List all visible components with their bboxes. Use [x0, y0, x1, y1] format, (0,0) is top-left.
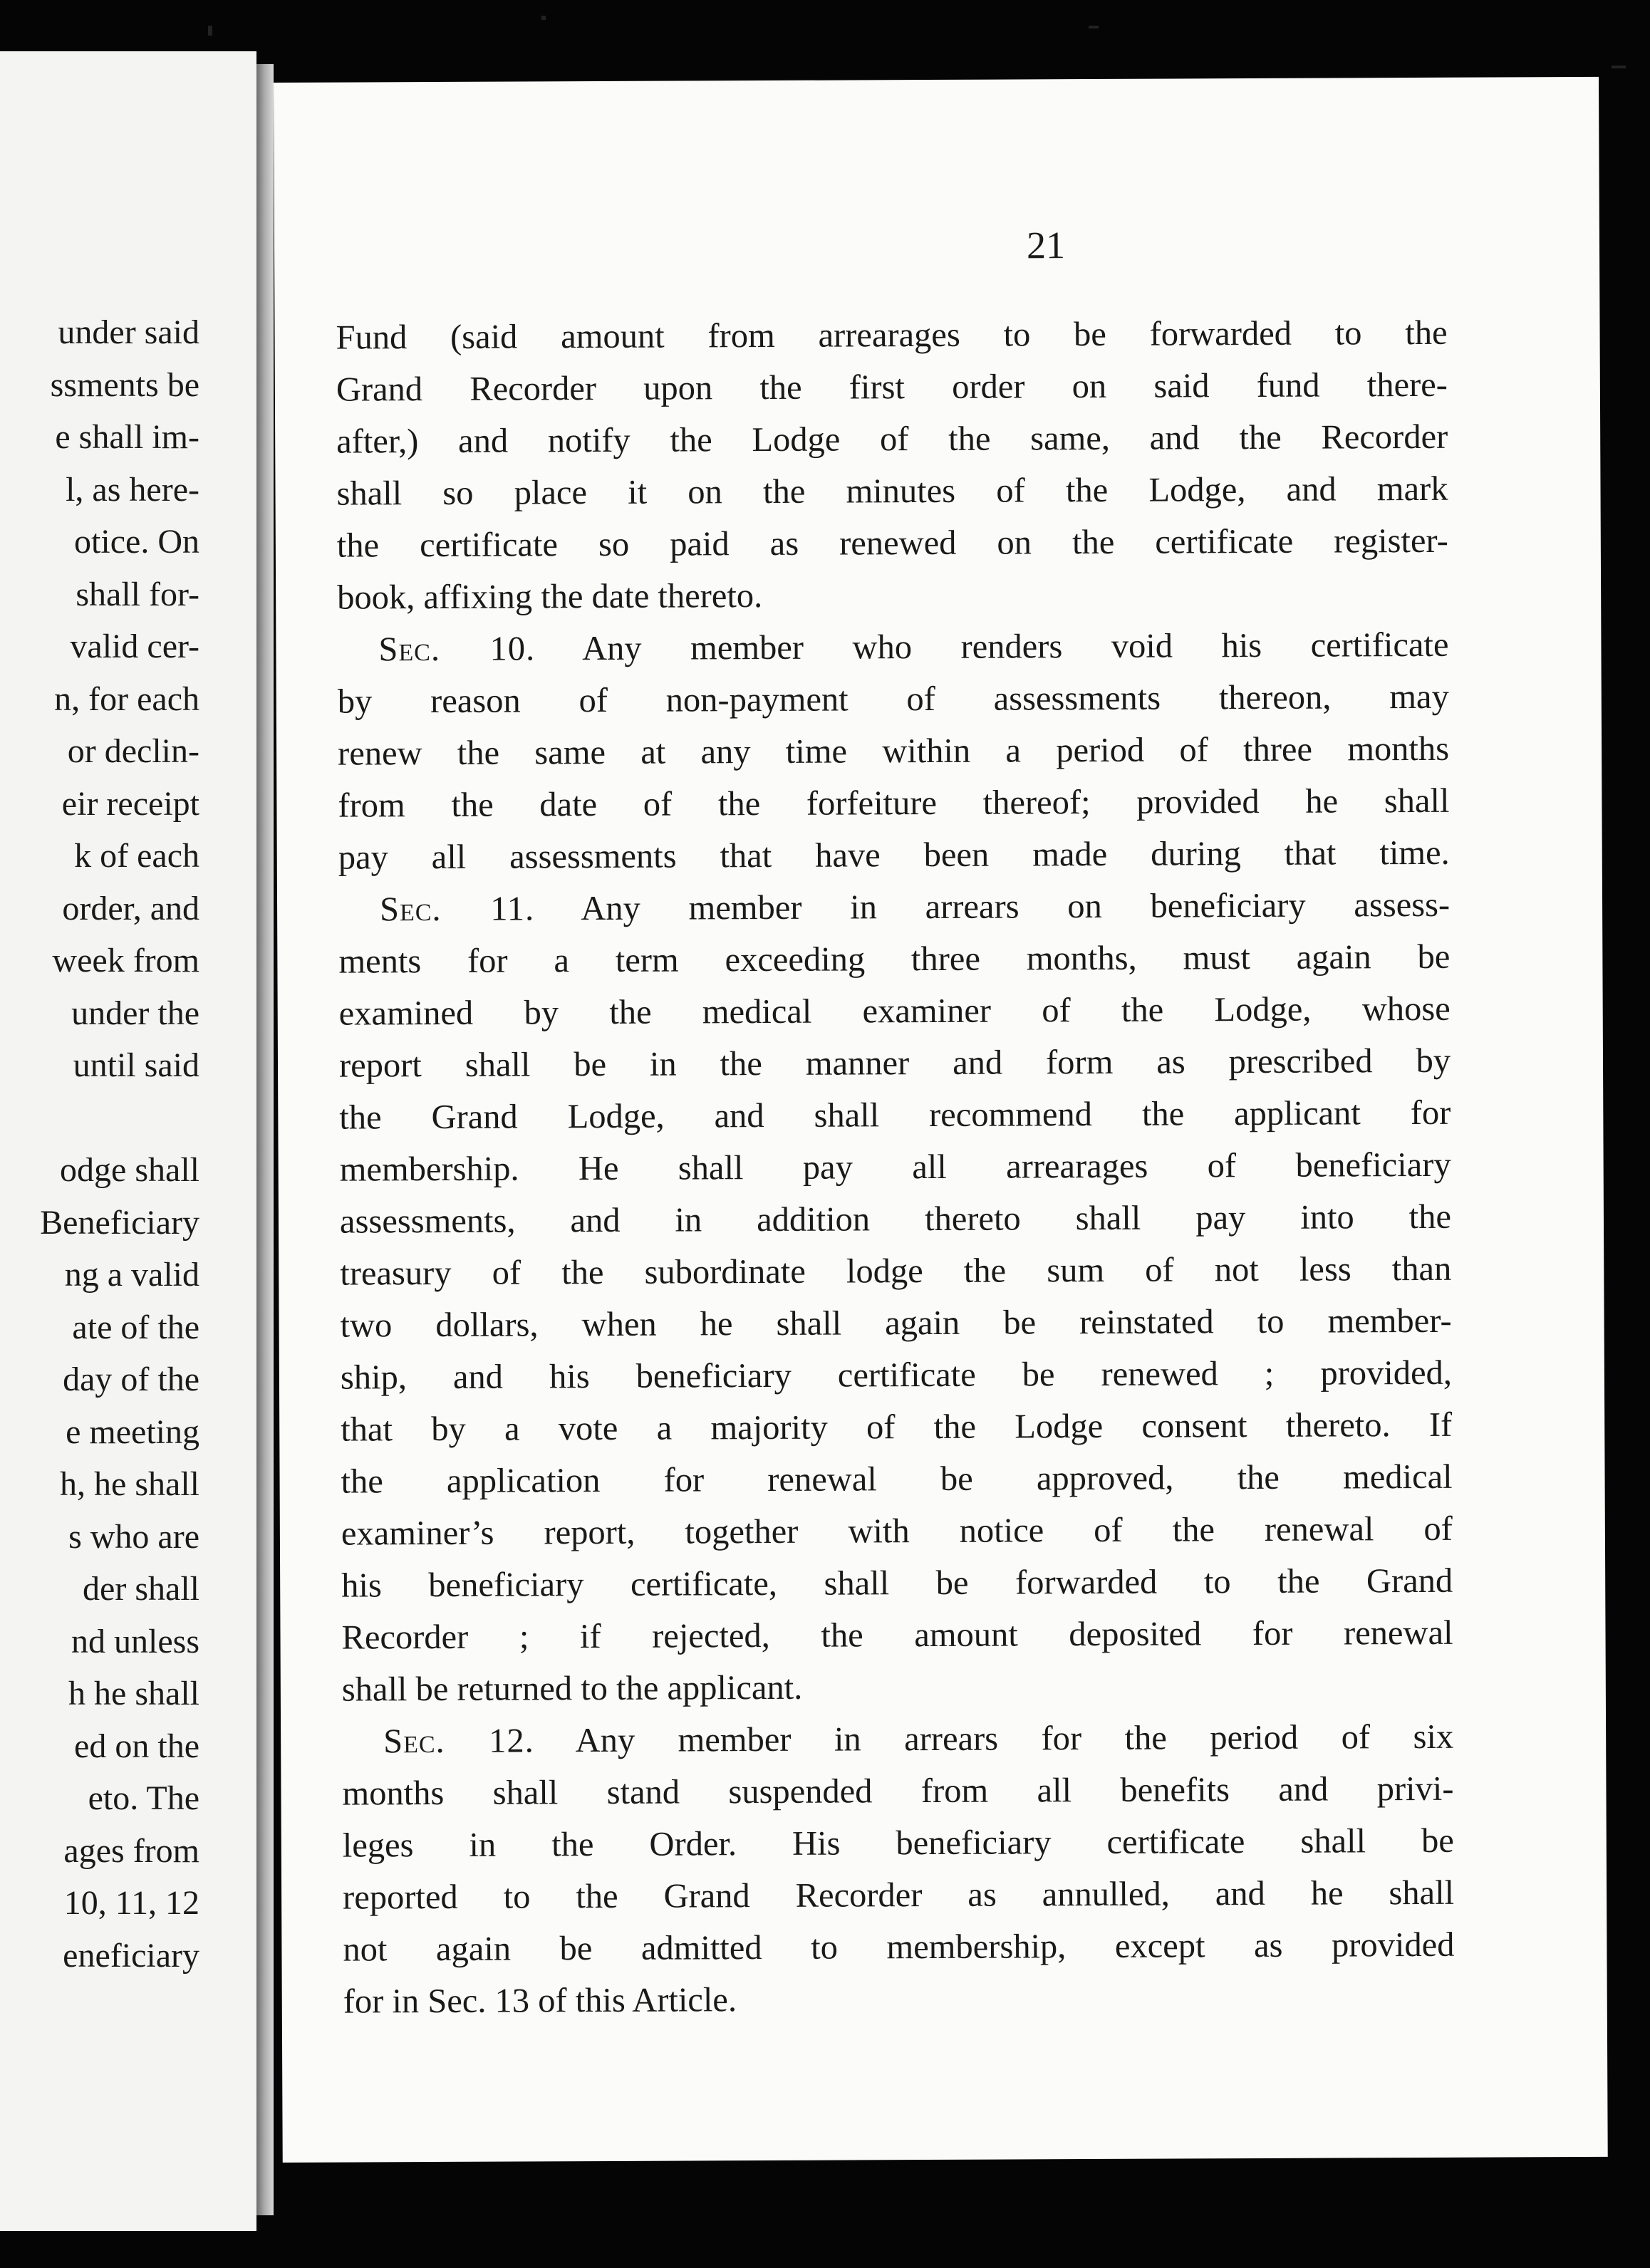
left-line: ng a valid [64, 1256, 199, 1294]
text-line: leges in the Order. His beneficiary certificate shall be [342, 1821, 1454, 1865]
left-line: s who are [68, 1517, 199, 1556]
text-line: Any member in arrears for the period of six [575, 1717, 1454, 1760]
text-line: examined by the medical examiner of the Lodge, whose [338, 989, 1451, 1033]
text-line: Grand Recorder upon the first order on said fund there- [336, 365, 1448, 409]
text-line: Recorder ; if rejected, the amount deposited for renewal [341, 1613, 1453, 1657]
left-line: under the [71, 994, 199, 1032]
left-line: until said [73, 1046, 199, 1084]
section-10-first-line [337, 619, 1448, 676]
left-line: or declin- [67, 732, 199, 770]
left-line: eneficiary [63, 1936, 199, 1975]
left-line [0, 1092, 199, 1145]
text-line: examiner’s report, together with notice of the renewal of [341, 1509, 1453, 1553]
text-line: reported to the Grand Recorder as annulled, and he shall [343, 1873, 1455, 1917]
left-line: otice. On [74, 523, 199, 561]
left-line: e shall im- [55, 418, 199, 456]
text-line: for in Sec. 13 of this Article. [343, 1981, 737, 2021]
right-page [274, 77, 1608, 2163]
scan-speck [208, 26, 212, 36]
left-line: h he shall [68, 1675, 199, 1712]
text-line: renew the same at any time within a period of three months [337, 729, 1450, 773]
left-line: n, for each [54, 680, 199, 718]
text-line: months shall stand suspended from all benefits and privi- [342, 1769, 1454, 1813]
text-line: Any member who renders void his certificate [581, 625, 1449, 668]
page-number: 21 [1026, 224, 1066, 267]
text-line: shall so place it on the minutes of the Lodge, and mark [336, 469, 1448, 513]
scan-speck [1089, 26, 1099, 28]
left-line: eto. The [88, 1779, 199, 1817]
scan-speck [1612, 66, 1626, 68]
left-page-text [0, 306, 199, 1982]
left-line: ed on the [74, 1727, 199, 1765]
text-line: pay all assessments that have been made during that time. [338, 833, 1450, 877]
book-gutter [256, 64, 274, 2215]
left-line: day of the [63, 1361, 199, 1398]
text-line: after,) and notify the Lodge of the same, and the Recorder [336, 417, 1448, 461]
text-line: book, affixing the date thereto. [337, 577, 763, 617]
left-line: l, as here- [66, 470, 199, 509]
text-line: by reason of non-payment of assessments thereon, may [337, 677, 1449, 721]
text-line: Fund (said amount from arrearages to be forwarded to the [336, 313, 1448, 357]
body-text [336, 307, 1454, 2028]
text-line: assessments, and in addition thereto shall pay into the [339, 1197, 1452, 1241]
left-line: shall for- [76, 575, 199, 613]
text-line: the certificate so paid as renewed on the certificate register- [336, 521, 1448, 565]
left-line: nd unless [71, 1622, 199, 1660]
text-line: ship, and his beneficiary certificate be renewed ; provided, [340, 1353, 1453, 1397]
text-line: the application for renewal be approved, the medical [341, 1457, 1453, 1501]
left-line: ssments be [50, 365, 199, 404]
left-line: order, and [62, 889, 199, 927]
scan-speck [541, 16, 546, 20]
text-line: his beneficiary certificate, shall be forwarded to the Grand [341, 1561, 1453, 1605]
section-11-first-line [338, 879, 1450, 936]
text-line: that by a vote a majority of the Lodge consent thereto. If [341, 1405, 1453, 1449]
left-line: eir receipt [61, 784, 199, 823]
left-line: Beneficiary [40, 1203, 199, 1242]
left-line: k of each [74, 837, 199, 875]
left-line: valid cer- [70, 628, 199, 665]
text-line: report shall be in the manner and form as prescribed by [338, 1041, 1451, 1085]
left-line: ages from [63, 1831, 199, 1870]
left-line: 10, 11, 12 [63, 1884, 199, 1922]
left-facing-page [0, 51, 256, 2231]
left-line: under said [58, 313, 199, 351]
left-line: der shall [83, 1570, 199, 1608]
section-10-label: Sec. 10. [378, 630, 536, 669]
text-line: from the date of the forfeiture thereof; provided he shall [338, 781, 1450, 825]
text-line: membership. He shall pay all arrearages of beneficiary [339, 1145, 1451, 1189]
text-line: two dollars, when he shall again be reinstated to member- [340, 1301, 1452, 1345]
left-line: h, he shall [60, 1465, 199, 1503]
left-line: e meeting [66, 1413, 199, 1451]
text-line: treasury of the subordinate lodge the sum of not less than [340, 1249, 1452, 1293]
text-line: not again be admitted to membership, except as provided [343, 1925, 1455, 1969]
section-12-label: Sec. 12. [383, 1722, 534, 1761]
text-line: Any member in arrears on beneficiary assess- [581, 885, 1451, 928]
text-line: shall be returned to the applicant. [341, 1668, 803, 1709]
text-line: the Grand Lodge, and shall recommend the applicant for [339, 1093, 1451, 1137]
text-line: ments for a term exceeding three months, must again be [338, 937, 1451, 981]
left-line: ate of the [72, 1308, 199, 1346]
section-12-first-line [342, 1711, 1453, 1768]
section-11-label: Sec. 11. [379, 890, 535, 929]
left-line: week from [52, 942, 199, 979]
left-line: odge shall [60, 1151, 199, 1189]
